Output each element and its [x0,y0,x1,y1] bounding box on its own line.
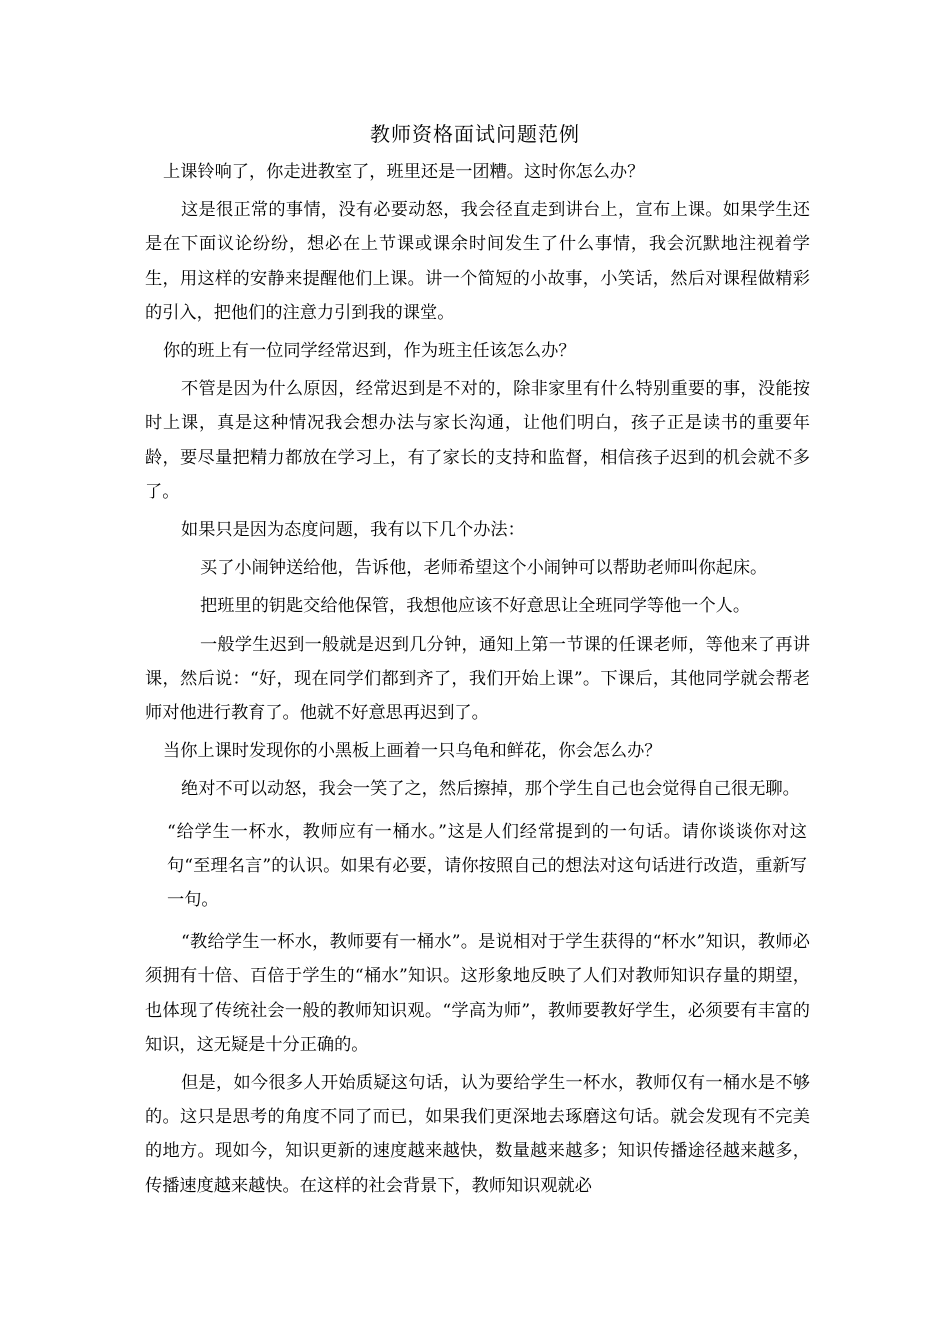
list-item: 一般学生迟到一般就是迟到几分钟，通知上第一节课的任课老师，等他来了再讲课，然后说：“好，现在同学们都到齐了，我们开始上课”。下课后，其他同学就会帮老师对他进行教育了。他就不好意思再迟到了。 [145,634,810,724]
answer-paragraph: “教给学生一杯水，教师要有一桶水”。是说相对于学生获得的“杯水”知识，教师必须拥有十倍、百倍于学生的“桶水”知识。这形象地反映了人们对教师知识存量的期望，也体现了传统社会一般的教师知识观。“学高为师”，教师要教好学生，必须要有丰富的知识，这无疑是十分正确的。 [145,932,810,1055]
answer-paragraph: 但是，如今很多人开始质疑这句话，认为要给学生一杯水，教师仅有一桶水是不够的。这只是思考的角度不同了而已，如果我们更深地去琢磨这句话。就会发现有不完美的地方。现如今，知识更新的速度越来越快，数量越来越多；知识传播途径越来越多，传播速度越来越快。在这样的社会背景下，教师知识观就必 [145,1073,810,1196]
question-paragraph: “给学生一杯水，教师应有一桶水。”这是人们经常提到的一句话。请你谈谈你对这句“至理名言”的认识。如果有必要，请你按照自己的想法对这句话进行改造，重新写一句。 [167,821,807,911]
question-paragraph: 上课铃响了，你走进教室了，班里还是一团糟。这时你怎么办？ [163,162,645,182]
list-item: 把班里的钥匙交给他保管，我想他应该不好意思让全班同学等他一个人。 [200,596,751,617]
list-item: 买了小闹钟送给他，告诉他，老师希望这个小闹钟可以帮助老师叫你起床。 [200,558,768,579]
answer-paragraph: 如果只是因为态度问题，我有以下几个办法： [181,520,525,541]
question-paragraph: 你的班上有一位同学经常迟到，作为班主任该怎么办？ [163,341,576,362]
answer-paragraph: 不管是因为什么原因，经常迟到是不对的，除非家里有什么特别重要的事，没能按时上课，真是这种情况我会想办法与家长沟通，让他们明白，孩子正是读书的重要年龄，要尽量把精力都放在学习上，有了家长的支持和监督，相信孩子迟到的机会就不多了。 [145,379,810,502]
answer-paragraph: 绝对不可以动怒，我会一笑了之，然后擦掉，那个学生自己也会觉得自己很无聊。 [181,779,800,800]
document-title: 教师资格面试问题范例 [370,122,580,146]
question-paragraph: 当你上课时发现你的小黑板上画着一只乌龟和鲜花，你会怎么办？ [163,741,662,762]
answer-paragraph: 这是很正常的事情，没有必要动怒，我会径直走到讲台上，宣布上课。如果学生还是在下面议论纷纷，想必在上节课或课余时间发生了什么事情，我会沉默地注视着学生，用这样的安静来提醒他们上课。讲一个简短的小故事，小笑话，然后对课程做精彩的引入，把他们的注意力引到我的课堂。 [145,200,810,323]
document-body [145,155,810,1203]
